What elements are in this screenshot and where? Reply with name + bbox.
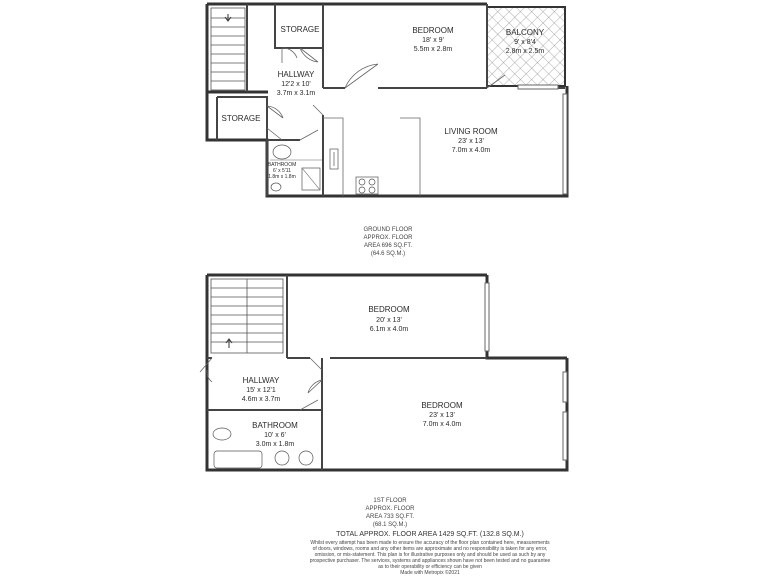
gf-balcony-name: BALCONY [505, 28, 545, 37]
disclaimer-line-6: Made with Metropix ©2021 [400, 570, 460, 576]
disclaimer-line-1: Whilst every attempt has been made to ensure the accuracy of the floor plan contained here, measurements [310, 540, 550, 546]
disclaimer-line-5: as to their operability or efficiency can be given [378, 564, 482, 570]
gf-bathroom-name: BATHROOM [267, 162, 297, 168]
toilet-icon [273, 145, 291, 159]
gf-area-line3: AREA 696 SQ.FT. [363, 243, 413, 249]
first-floor-interior-walls [207, 275, 487, 470]
kitchen-counter [323, 118, 420, 196]
gf-area-line2: APPROX. FLOOR [363, 235, 413, 241]
disclaimer-line-4: prospective purchaser. The services, systems and appliances shown have not been tested and no guarantee [309, 558, 551, 564]
gf-hallway-imperial: 12'2 x 10' [281, 81, 311, 88]
gf-bedroom-metric: 5.5m x 2.8m [413, 46, 453, 53]
gf-balcony-imperial: 9' x 8'4 [514, 39, 536, 46]
gf-storage-top-name: STORAGE [280, 25, 320, 34]
gf-balcony-metric: 2.8m x 2.5m [505, 48, 545, 55]
ff-bedroom-1-name: BEDROOM [368, 305, 410, 314]
basin-icon [271, 183, 281, 191]
gf-hallway-name: HALLWAY [277, 70, 315, 79]
first-floor-toilet-icon [213, 428, 231, 440]
first-floor-windows [485, 283, 567, 460]
gf-storage-bottom-name: STORAGE [221, 114, 261, 123]
stair-up-arrow-icon [226, 339, 232, 348]
first-floor-stairs [211, 279, 283, 353]
gf-bathroom-metric: 1.8m x 1.8m [268, 174, 296, 180]
ff-hallway-imperial: 15' x 12'1 [246, 387, 276, 394]
gf-living-room-name: LIVING ROOM [444, 127, 498, 136]
ff-bathroom-metric: 3.0m x 1.8m [255, 441, 295, 448]
hob-icon [356, 177, 378, 194]
sink-icon [330, 149, 338, 169]
ff-bedroom-2-imperial: 23' x 13' [429, 412, 455, 419]
ground-floor-windows [518, 85, 567, 194]
ff-bathroom-name: BATHROOM [252, 421, 298, 430]
ff-area-line4: (68.1 SQ.M.) [372, 522, 408, 528]
ff-bedroom-1-metric: 6.1m x 4.0m [369, 326, 409, 333]
ff-area-line1: 1ST FLOOR [373, 498, 407, 504]
ff-bedroom-2-metric: 7.0m x 4.0m [422, 421, 462, 428]
total-floor-area: TOTAL APPROX. FLOOR AREA 1429 SQ.FT. (132.8 SQ.M.) [336, 531, 524, 538]
disclaimer-line-2: of doors, windows, rooms and any other items are approximate and no responsibility is taken for any error, [312, 546, 548, 552]
bathtub-icon [214, 451, 262, 468]
gf-bedroom-name: BEDROOM [412, 26, 454, 35]
ff-bedroom-1-imperial: 20' x 13' [376, 317, 402, 324]
stair-direction-arrow-icon [225, 14, 231, 21]
ff-bathroom-imperial: 10' x 6' [264, 432, 286, 439]
gf-bathroom-imperial: 6' x 5'11 [273, 168, 291, 174]
gf-living-room-metric: 7.0m x 4.0m [451, 147, 491, 154]
gf-area-line4: (64.6 SQ.M.) [370, 251, 406, 257]
gf-bedroom-imperial: 18' x 9' [422, 37, 444, 44]
gf-area-line1: GROUND FLOOR [363, 227, 413, 233]
disclaimer-line-3: omission, or mis-statement. This plan is for illustrative purposes only and should be used as such by any [314, 552, 546, 558]
first-floor-basin-right-icon [299, 451, 313, 465]
balcony-area [487, 7, 565, 86]
gf-living-room-imperial: 23' x 13' [458, 138, 484, 145]
ff-bedroom-2-name: BEDROOM [421, 401, 463, 410]
first-floor-basin-left-icon [275, 451, 289, 465]
ff-area-line3: AREA 733 SQ.FT. [365, 514, 415, 520]
gf-hallway-metric: 3.7m x 3.1m [276, 90, 316, 97]
ff-area-line2: APPROX. FLOOR [365, 506, 415, 512]
ff-hallway-metric: 4.6m x 3.7m [241, 396, 281, 403]
ff-hallway-name: HALLWAY [242, 376, 280, 385]
